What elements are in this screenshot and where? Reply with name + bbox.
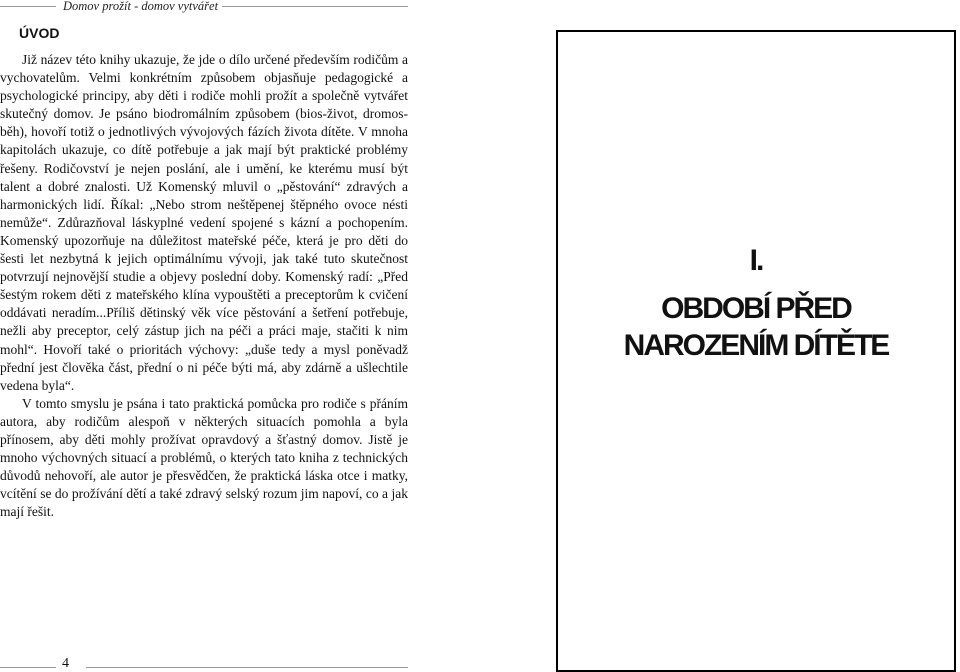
chapter-title-line: OBDOBÍ PŘED xyxy=(661,292,851,325)
running-header-title: Domov prožít - domov vytvářet xyxy=(63,0,219,13)
header-rule-right xyxy=(222,6,408,7)
paragraph: Již název této knihy ukazuje, že jde o dílo určené především rodičům a vychovatelům. Velmi konkrétním způsobem objasňuje pedagogické a psychologické principy, aby děti i rodiče mohli prožít a společně vytvářet skutečný domov. Je psáno biodromálním způsobem (bios-život, dromos-běh), hovoří totiž o jednotlivých vývojových fázích života dítěte. V mnoha kapitolách ukazuje, co dítě potřebuje a jak mají být praktické problémy řešeny. Rodičovství je nejen poslání, ale i umění, ke kterému musí být talent a dobré znalosti. Už Komenský mluvil o „pěstování“ zdravých a harmonických lidí. Říkal: „Nebo strom neštěpenej štěpného ovoce nésti nemůže“. Zdůrazňoval láskyplné vedení spojené s kázní a pochopením. Komenský upozorňuje na důležitost mateřské péče, která je pro děti do šesti let nezbytná k jejich optimálnímu vývoji, jak také tuto skutečnost potvrzují nejnovější studie a objevy poslední doby. Komenský radí: „Před šestým rokem děti z mateřského klína vypouštěti a preceptorům k cvičení oddávati neradím...Příliš dětinský věk více pěstování a šetření potřebuje, nežli aby preceptor, celý zástup jich na péči a práci maje, stačiti k nim mohl“. Hovoří také o prioritách výchovy: „duše tedy a mysl poněvadž přední jest člověka část, přední o ni péče býti má, aby zdárně a ušlechtile vedena byla“. xyxy=(0,52,408,393)
chapter-title-page xyxy=(556,30,956,672)
paragraph: V tomto smyslu je psána i tato praktická pomůcka pro rodiče s přáním autora, aby rodičům alespoň v některých situacích pomohla a byla přínosem, aby děti mohly prožívat opravdový a šťastný domov. Jistě je mnoho výchovných situací a problémů, o kterých tato kniha z technických důvodů nehovoří, ale autor je přesvědčen, že praktická láska otce i matky, vcítění se do prožívání dětí a také zdravý selský rozum jim napoví, co a jak mají řešit. xyxy=(0,395,408,520)
chapter-title xyxy=(558,290,954,364)
header-rule-left xyxy=(0,6,56,7)
chapter-number: I. xyxy=(749,244,763,277)
chapter-title-line: NAROZENÍM DÍTĚTE xyxy=(623,329,889,362)
body-text xyxy=(0,51,408,521)
page-number: 4 xyxy=(62,656,69,671)
footer-rule-left xyxy=(0,667,56,668)
footer-rule-right xyxy=(86,667,408,668)
section-title: ÚVOD xyxy=(19,25,60,41)
